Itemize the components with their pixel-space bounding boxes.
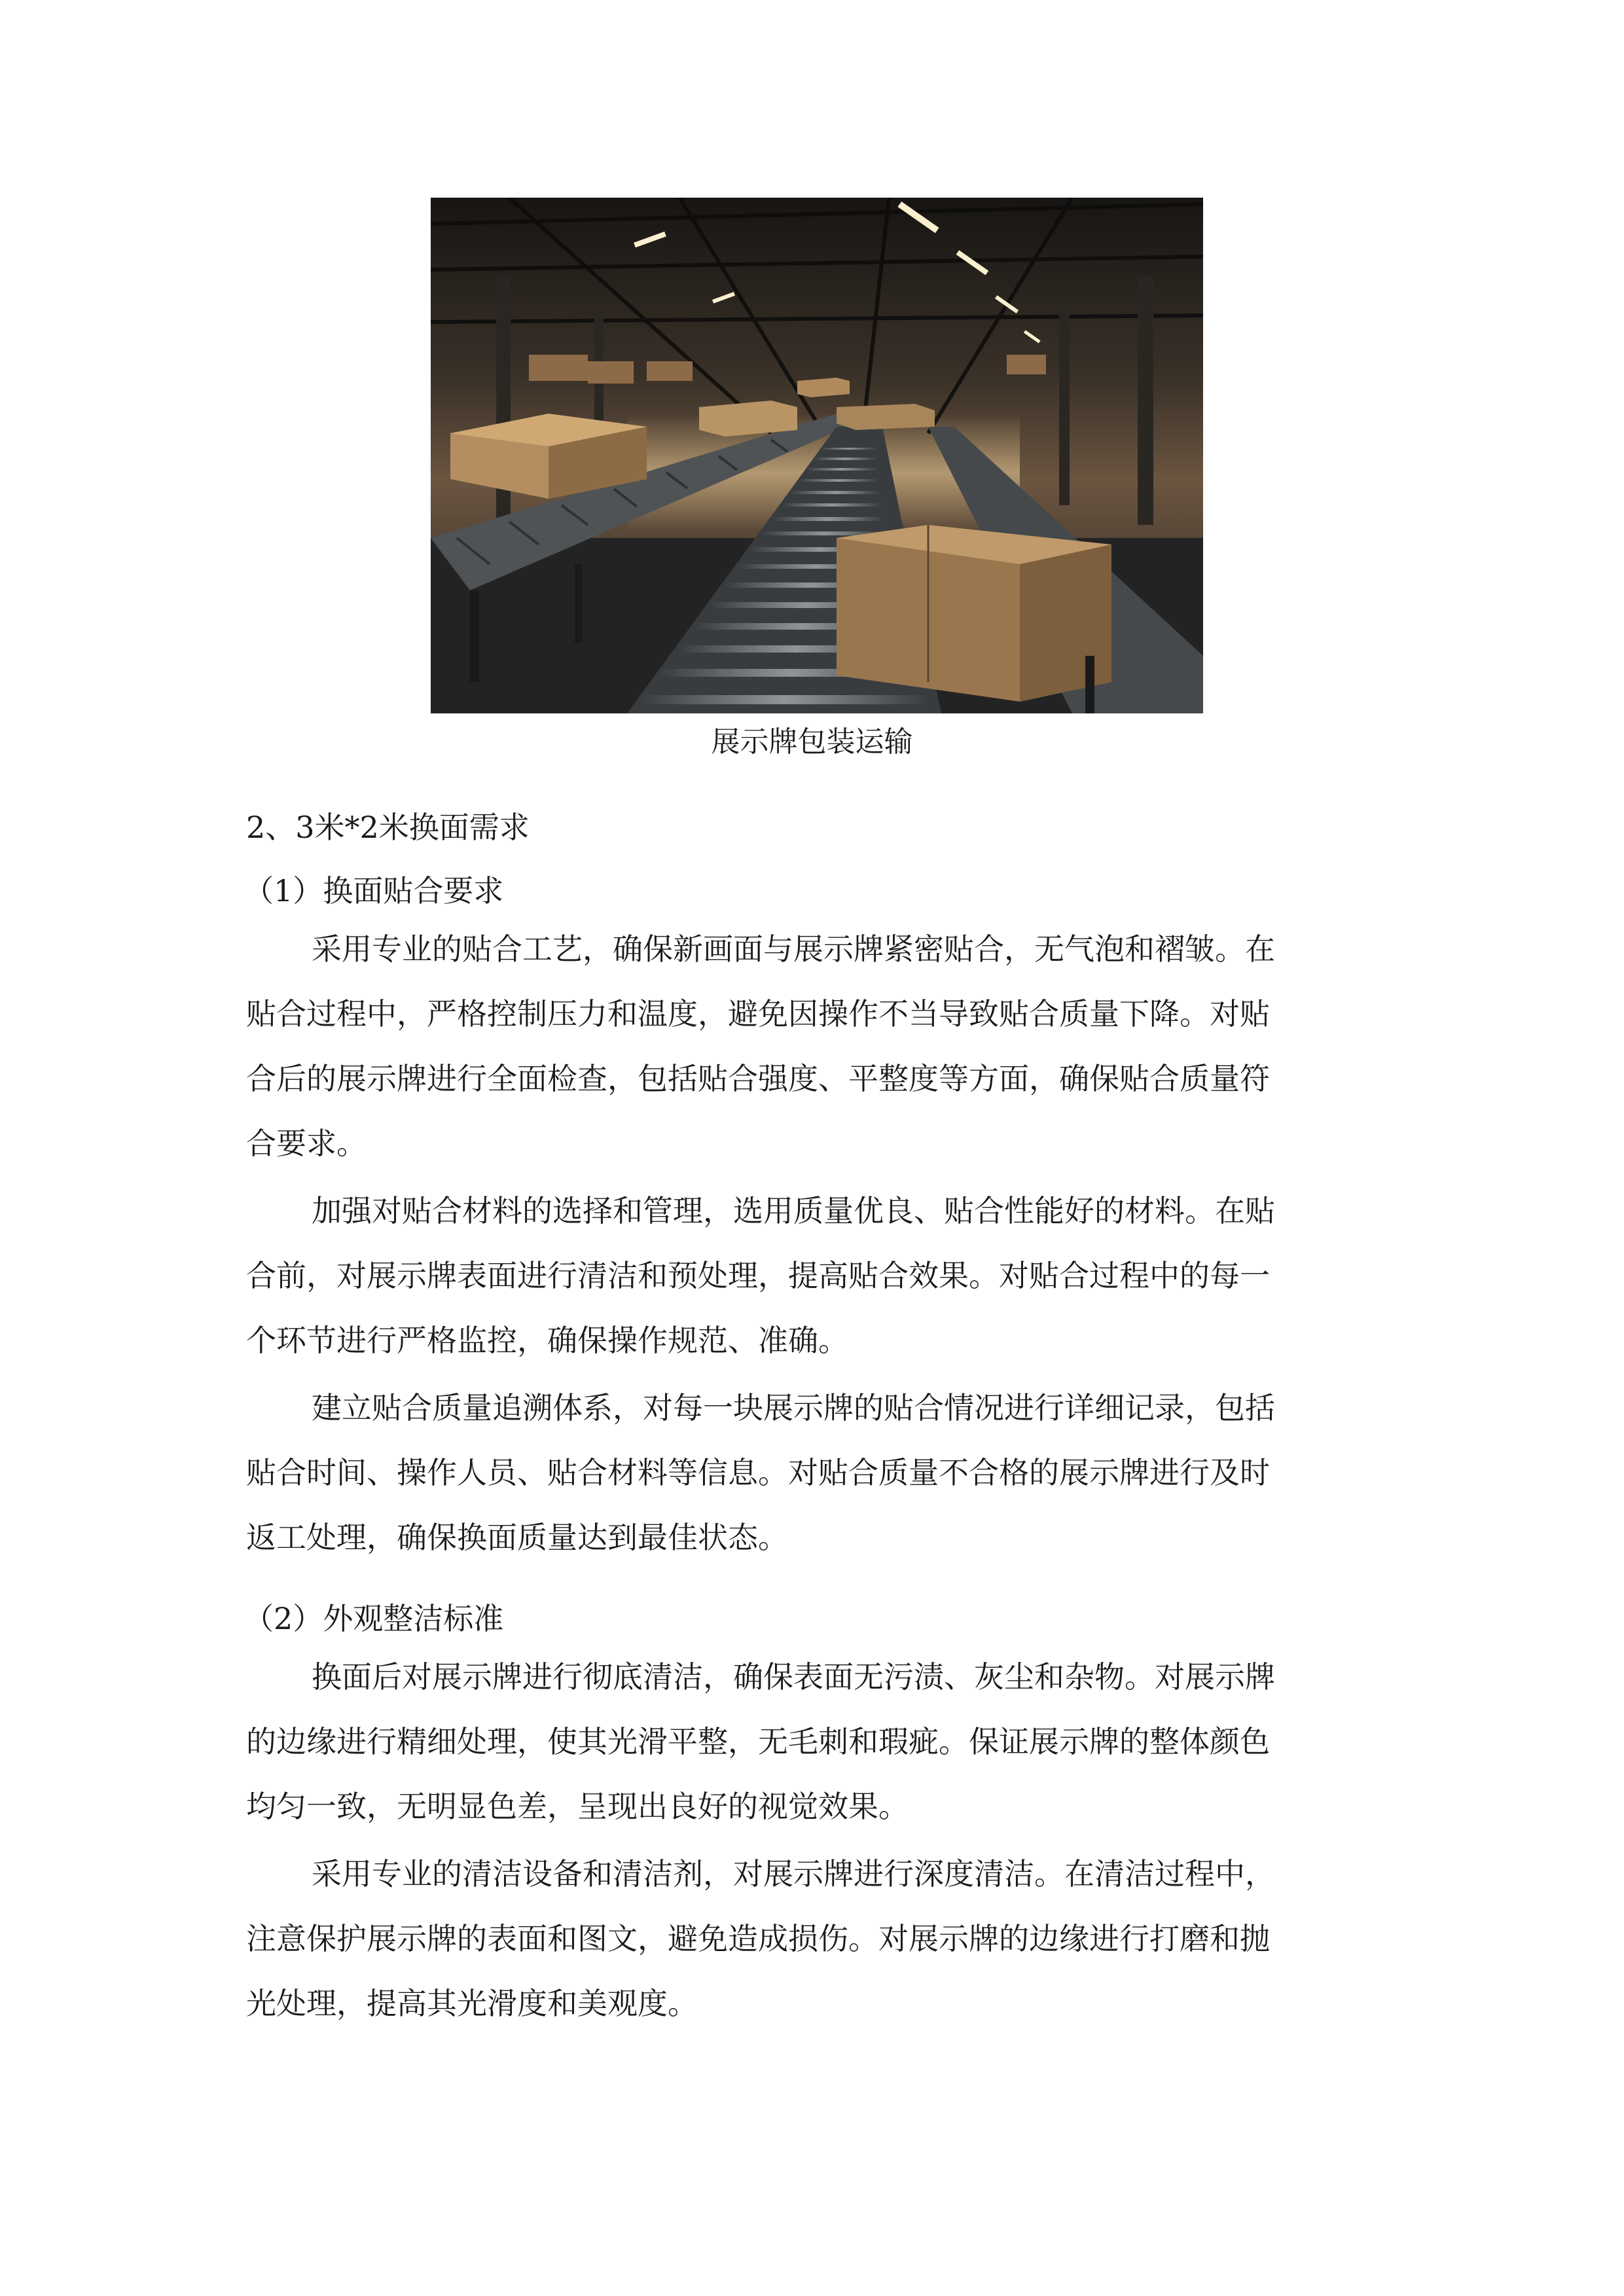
paragraph-line: 贴合时间、操作人员、贴合材料等信息。对贴合质量不合格的展示牌进行及时 — [246, 1455, 1270, 1490]
paragraph-line: 采用专业的贴合工艺，确保新画面与展示牌紧密贴合，无气泡和褶皱。在 — [312, 931, 1275, 967]
paragraph-line: 贴合过程中，严格控制压力和温度，避免因操作不当导致贴合质量下降。对贴 — [246, 996, 1270, 1031]
paragraph-line: 采用专业的清洁设备和清洁剂，对展示牌进行深度清洁。在清洁过程中， — [312, 1856, 1275, 1892]
paragraph-line: 合要求。 — [246, 1126, 367, 1161]
paragraph-line: 注意保护展示牌的表面和图文，避免造成损伤。对展示牌的边缘进行打磨和抛 — [246, 1921, 1270, 1956]
paragraph-line: 光处理，提高其光滑度和美观度。 — [246, 1986, 698, 2021]
warehouse-conveyor-photo — [431, 198, 1203, 713]
paragraph-line: 合后的展示牌进行全面检查，包括贴合强度、平整度等方面，确保贴合质量符 — [246, 1061, 1270, 1096]
paragraph-line: 建立贴合质量追溯体系，对每一块展示牌的贴合情况进行详细记录，包括 — [312, 1390, 1275, 1426]
section-heading: 2、3米*2米换面需求 — [246, 810, 530, 845]
subsection-2-title: （2）外观整洁标准 — [244, 1601, 504, 1636]
paragraph-line: 返工处理，确保换面质量达到最佳状态。 — [246, 1520, 788, 1555]
conveyor-illustration — [431, 198, 1203, 713]
paragraph-line: 的边缘进行精细处理，使其光滑平整，无毛刺和瑕疵。保证展示牌的整体颜色 — [246, 1724, 1270, 1759]
paragraph-line: 合前，对展示牌表面进行清洁和预处理，提高贴合效果。对贴合过程中的每一 — [246, 1258, 1270, 1293]
paragraph-line: 加强对贴合材料的选择和管理，选用质量优良、贴合性能好的材料。在贴 — [312, 1193, 1275, 1229]
paragraph-line: 均匀一致，无明显色差，呈现出良好的视觉效果。 — [246, 1789, 909, 1824]
paragraph-line: 个环节进行严格监控，确保操作规范、准确。 — [246, 1323, 848, 1358]
paragraph-line: 换面后对展示牌进行彻底清洁，确保表面无污渍、灰尘和杂物。对展示牌 — [312, 1659, 1275, 1695]
figure-caption: 展示牌包装运输 — [711, 725, 913, 759]
subsection-1-title: （1）换面贴合要求 — [244, 873, 504, 908]
